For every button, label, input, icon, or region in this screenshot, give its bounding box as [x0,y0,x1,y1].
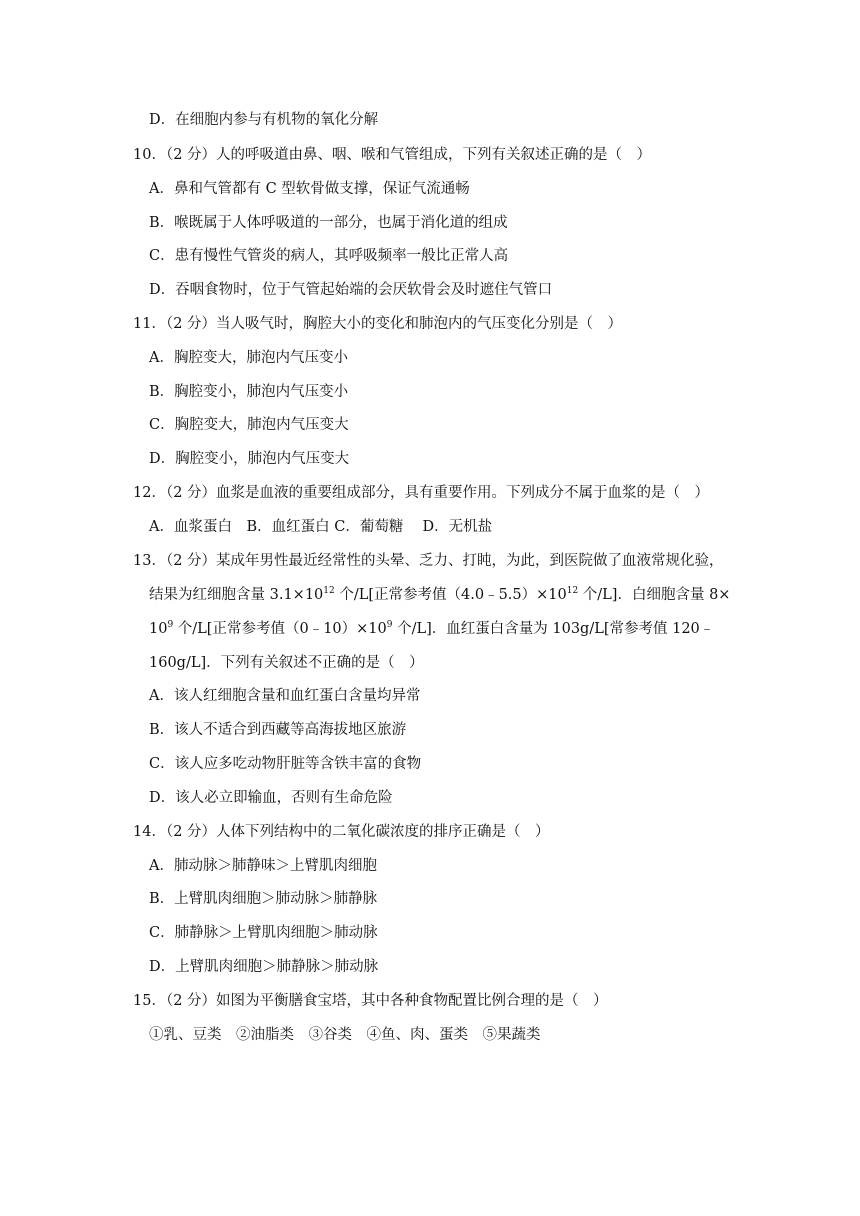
q11-option-c: C．胸腔变大，肺泡内气压变大 [149,417,349,433]
q13-stem-line-1: 13．（2 分）某成年男性最近经常性的头晕、乏力、打盹，为此，到医院做了血液常规化验， [133,553,724,569]
q14-stem: 14．（2 分）人体下列结构中的二氧化碳浓度的排序正确是（ ） [133,824,550,840]
q14-option-d: D．上臂肌肉细胞＞肺静脉＞肺动脉 [149,959,379,975]
q10-option-d: D．吞咽食物时，位于气管起始端的会厌软骨会及时遮住气管口 [149,282,553,298]
q14-option-c: C．肺静脉＞上臂肌肉细胞＞肺动脉 [149,925,378,941]
exponent-9: 9 [386,620,393,630]
q13-option-a: A．该人红细胞含量和血红蛋白含量均异常 [149,688,421,704]
q12-options: A．血浆蛋白 B．血红蛋白 C．葡萄糖 D．无机盐 [149,519,493,535]
q11-option-d: D．胸腔变小，肺泡内气压变大 [149,451,350,467]
q15-food-items: ①乳、豆类 ②油脂类 ③谷类 ④鱼、肉、蛋类 ⑤果蔬类 [149,1027,541,1043]
q13-option-b: B．该人不适合到西藏等高海拔地区旅游 [149,722,407,738]
q13-stem-line-3: $10^9$ 个/L[正常参考值$(0﹣10)\times 10^9$ 个/L]．血红蛋白含量为 103g/L[常参考值 120﹣ [149,620,715,637]
q11-stem: 11．（2 分）当人吸气时，胸腔大小的变化和肺泡内的气压变化分别是（ ） [133,316,623,332]
q13-option-d: D．该人必立即输血，否则有生命危险 [149,790,393,806]
q14-option-a: A．肺动脉＞肺静味＞上臂肌肉细胞 [149,858,377,874]
exponent-9: 9 [167,620,174,630]
exponent-12: 12 [323,586,335,596]
q14-option-b: B．上臂肌肉细胞＞肺动脉＞肺静脉 [149,891,378,907]
q13-option-c: C．该人应多吃动物肝脏等含铁丰富的食物 [149,756,422,772]
q11-option-a: A．胸腔变大，肺泡内气压变小 [149,350,348,366]
q15-stem: 15．（2 分）如图为平衡膳食宝塔，其中各种食物配置比例合理的是（ ） [133,993,608,1009]
q10-option-b: B．喉既属于人体呼吸道的一部分，也属于消化道的组成 [149,215,508,231]
q10-stem: 10．（2 分）人的呼吸道由鼻、咽、喉和气管组成，下列有关叙述正确的是（ ） [133,147,652,163]
q13-stem-line-2: 结果为红细胞含量 $3.1\times 10^{12}$ 个/L[正常参考值$(4.0﹣5.5)\times 10^{12}$ 个/L]．白细胞含量 8× [149,586,731,603]
q10-option-c: C．患有慢性气管炎的病人，其呼吸频率一般比正常人高 [149,248,509,264]
q10-option-a: A．鼻和气管都有 C 型软骨做支撑，保证气流通畅 [149,181,470,197]
q12-stem: 12．（2 分）血浆是血液的重要组成部分，具有重要作用。下列成分不属于血浆的是（ ） [133,485,710,501]
q9-option-d: D．在细胞内参与有机物的氧化分解 [149,112,379,128]
q11-option-b: B．胸腔变小，肺泡内气压变小 [149,384,349,400]
exponent-12: 12 [566,586,579,596]
q13-stem-line-4: 160g/L]．下列有关叙述不正确的是（ ） [149,655,424,671]
